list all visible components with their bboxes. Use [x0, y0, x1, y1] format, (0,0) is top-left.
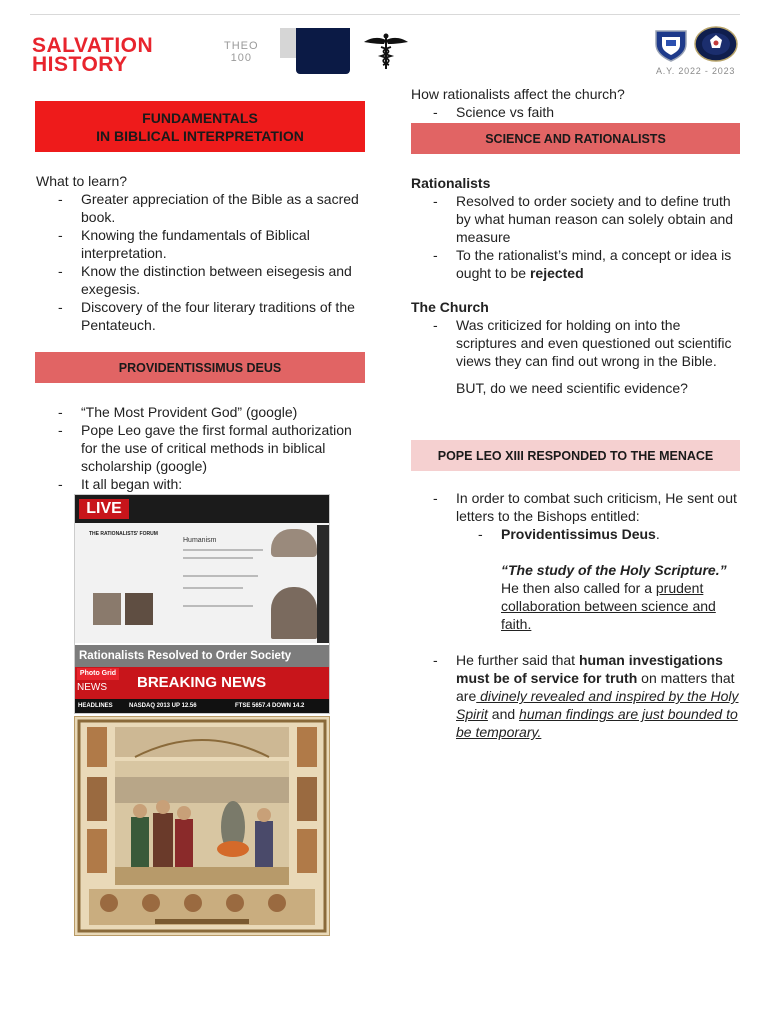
brand-title [32, 36, 153, 74]
list-item-text: To the rationalist’s mind, a concept or idea is ought to be [456, 247, 732, 281]
list-item [411, 246, 741, 282]
list-item: - Resolved to order society and to define truth by what human reason can solely obtain and measure [411, 192, 741, 246]
list-item [411, 651, 741, 741]
rationalists-heading: Rationalists [411, 175, 491, 191]
banner-science-rationalists: SCIENCE AND RATIONALISTS [411, 123, 740, 154]
banner-fundamentals-line-1: FUNDAMENTALS [142, 109, 258, 126]
engraving-illustration [75, 717, 329, 935]
encyclical-title: Providentissimus Deus [501, 526, 656, 542]
list-item-underline: divinely revealed and inspired by the Holy Spirit [456, 688, 739, 722]
list-item: - Greater appreciation of the Bible as a sacred book. [36, 190, 366, 226]
school-seal-icon [652, 28, 690, 62]
course-line-2: 100 [230, 52, 252, 64]
pope-leo-section [411, 489, 741, 741]
poster-speaker-photo [125, 593, 153, 625]
learn-list [36, 190, 366, 334]
church-question: BUT, do we need scientific evidence? [456, 380, 688, 396]
academic-year: A.Y. 2022 - 2023 [656, 66, 736, 76]
pope-leo-sublist [411, 525, 741, 543]
poster-text-line [183, 557, 253, 559]
poster-text-line [183, 587, 243, 589]
list-item: - “The Most Provident God” (google) [36, 403, 366, 421]
college-seal-icon [694, 26, 738, 62]
poster-speaker-photo [271, 529, 317, 557]
list-item: - Know the distinction between eisegesis and exegesis. [36, 262, 366, 298]
list-item: - Was criticized for holding on into the scriptures and even questioned out scientific views they can find out wrong in the Bible. [411, 316, 741, 370]
brand-line-1: SALVATION [32, 34, 154, 57]
banner-fundamentals [35, 101, 365, 152]
providentissimus-section [36, 403, 366, 493]
course-line-1: THEO [224, 40, 259, 52]
rationalists-section [411, 174, 741, 282]
rationalists-list [411, 192, 741, 282]
breaking-news-image [74, 494, 330, 714]
headlines-label: HEADLINES [78, 703, 113, 709]
poster-side-strip [317, 525, 329, 643]
encyclical-collaboration: prudent collaboration between science and faith. [501, 580, 716, 632]
pope-leo-list-2 [411, 651, 741, 741]
poster-speaker-photo [271, 587, 317, 639]
banner-pope-leo: POPE LEO XIII RESPONDED TO THE MENACE [411, 440, 740, 471]
list-item: - Pope Leo gave the first formal authorization for the use of critical methods in biblical scholarship (google) [36, 421, 366, 475]
encyclical-quote-rest: He then also called for a [501, 580, 656, 596]
list-item-emphasis: rejected [529, 265, 584, 281]
encyclical-quote-block [411, 561, 741, 633]
poster-text-line [183, 575, 258, 577]
brand-line-2: HISTORY [32, 53, 128, 76]
question-list [411, 103, 741, 121]
nasdaq-ticker: NASDAQ 2013 UP 12.56 [129, 703, 197, 709]
list-item: - Science vs faith [411, 103, 741, 121]
photo-grid-label: Photo Grid [77, 668, 119, 680]
caduceus-icon [362, 32, 410, 70]
learn-section [36, 172, 366, 334]
poster-text-line [183, 605, 253, 607]
news-ticker: Rationalists Resolved to Order Society [75, 645, 330, 667]
top-divider [30, 14, 740, 15]
list-item: - Discovery of the four literary traditions of the Pentateuch. [36, 298, 366, 334]
encyclical-title-dot: . [655, 526, 660, 542]
pope-leo-list [411, 489, 741, 525]
church-section [411, 298, 741, 397]
list-item-text: on matters that are [456, 670, 735, 704]
list-item: - It all began with: [36, 475, 366, 493]
poster-text-line [183, 549, 263, 551]
list-item-text: and [487, 706, 520, 722]
ftse-ticker: FTSE 5657.4 DOWN 14.2 [235, 703, 305, 709]
list-item [411, 525, 741, 543]
encyclical-quote: “The study of the Holy Scripture.” [501, 562, 727, 578]
forum-label: THE RATIONALISTS' FORUM [89, 531, 158, 537]
list-item-underline: human findings are just bounded to be temporary. [456, 706, 738, 740]
news-label: NEWS [77, 682, 107, 693]
decor-navy-block [296, 28, 350, 74]
providentissimus-list [36, 403, 366, 493]
question-text: How rationalists affect the church? [411, 86, 625, 102]
question-section [411, 85, 741, 121]
breaking-news-label: BREAKING NEWS [137, 674, 267, 691]
live-badge: LIVE [79, 499, 129, 519]
church-heading: The Church [411, 299, 489, 315]
learn-heading: What to learn? [36, 173, 128, 189]
church-list [411, 316, 741, 370]
list-item-emphasis: human investigations must be of service for truth [456, 652, 723, 686]
poster-topic: Humanism [183, 537, 217, 544]
banner-fundamentals-line-2: IN BIBLICAL INTERPRETATION [96, 127, 304, 144]
list-item: - Knowing the fundamentals of Biblical interpretation. [36, 226, 366, 262]
reformation-engraving [74, 716, 330, 936]
list-item: - In order to combat such criticism, He sent out letters to the Bishops entitled: [411, 489, 741, 525]
course-code [224, 40, 259, 64]
list-item-text: He further said that [456, 652, 579, 668]
poster-speaker-photo [93, 593, 121, 625]
banner-providentissimus: PROVIDENTISSIMUS DEUS [35, 352, 365, 383]
